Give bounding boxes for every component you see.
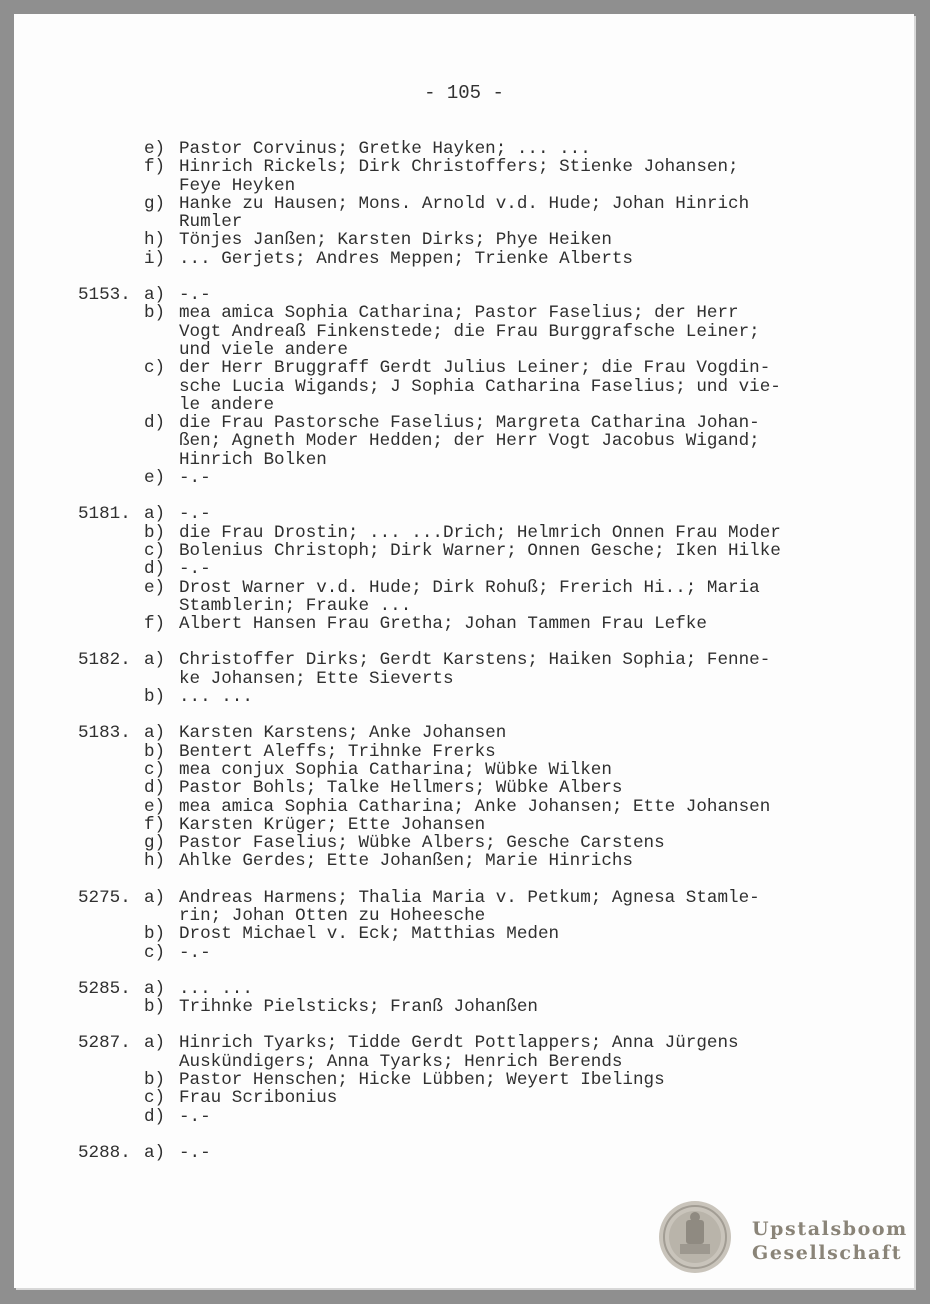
entry-letter: c): [144, 540, 166, 561]
entry-text: Karsten Karstens; Anke Johansen: [179, 723, 507, 744]
entry-text: die Frau Pastorsche Faselius; Margreta Catharina Johan-: [179, 413, 760, 434]
entry-line: [14, 944, 914, 962]
entry-line: [14, 1034, 914, 1052]
entry-text: ke Johansen; Ette Sieverts: [179, 668, 454, 689]
entry-line: [14, 761, 914, 779]
entry-number: 5287.: [78, 1033, 131, 1054]
entry-letter: d): [144, 1106, 166, 1127]
entry-text: Rumler: [179, 212, 243, 233]
entry-text: Karsten Krüger; Ette Johansen: [179, 814, 486, 835]
entry-block: [14, 505, 914, 633]
entry-line: [14, 834, 914, 852]
entry-block: [14, 140, 914, 268]
entry-text: Bentert Aleffs; Trihnke Frerks: [179, 741, 496, 762]
entry-text: Pastor Corvinus; Gretke Hayken; ... ...: [179, 139, 591, 159]
entry-text: -.-: [179, 942, 211, 963]
entry-number: 5153.: [78, 285, 131, 306]
entry-line: [14, 852, 914, 870]
entry-letter: b): [144, 997, 166, 1018]
entry-line: [14, 542, 914, 560]
entry-letter: d): [144, 413, 166, 434]
entry-block: [14, 724, 914, 870]
entry-letter: b): [144, 924, 166, 945]
entry-letter: e): [144, 796, 166, 817]
entry-line: [14, 396, 914, 414]
entry-letter: b): [144, 1070, 166, 1091]
entry-line: [14, 743, 914, 761]
entry-line: [14, 231, 914, 249]
entry-block: [14, 286, 914, 487]
entry-text: mea amica Sophia Catharina; Anke Johansen; Ette Johansen: [179, 796, 771, 817]
entry-letter: a): [144, 504, 166, 525]
publisher-logo: [658, 1200, 908, 1276]
entry-line: [14, 158, 914, 176]
entry-letter: a): [144, 285, 166, 306]
entry-text: die Frau Drostin; ... ...Drich; Helmrich Onnen Frau Moder: [179, 522, 781, 543]
entry-line: [14, 341, 914, 359]
entry-text: Ahlke Gerdes; Ette Johanßen; Marie Hinrichs: [179, 851, 633, 872]
entry-letter: f): [144, 157, 166, 178]
entry-text: Trihnke Pielsticks; Franß Johanßen: [179, 997, 538, 1018]
entry-letter: b): [144, 741, 166, 762]
entry-text: ... ...: [179, 687, 253, 708]
entry-text: Pastor Bohls; Talke Hellmers; Wübke Albers: [179, 778, 623, 799]
entry-letter: a): [144, 1033, 166, 1054]
entry-letter: e): [144, 139, 166, 159]
entry-line: [14, 579, 914, 597]
entry-number: 5183.: [78, 723, 131, 744]
entry-text: mea amica Sophia Catharina; Pastor Faselius; der Herr: [179, 303, 739, 324]
entry-letter: b): [144, 522, 166, 543]
entry-letter: g): [144, 833, 166, 854]
entry-text: Christoffer Dirks; Gerdt Karstens; Haiken Sophia; Fenne-: [179, 650, 771, 671]
entry-line: [14, 651, 914, 669]
entry-line: [14, 469, 914, 487]
entry-line: [14, 688, 914, 706]
document-page: [14, 14, 914, 1288]
entry-line: [14, 998, 914, 1016]
entry-text: Frau Scribonius: [179, 1088, 338, 1109]
entry-number: 5181.: [78, 504, 131, 525]
entry-text: Pastor Henschen; Hicke Lübben; Weyert Ibelings: [179, 1070, 665, 1091]
entry-text: Auskündigers; Anna Tyarks; Henrich Berends: [179, 1051, 623, 1072]
entry-text: Pastor Faselius; Wübke Albers; Gesche Carstens: [179, 833, 665, 854]
entry-text: Hinrich Tyarks; Tidde Gerdt Pottlappers; Anna Jürgens: [179, 1033, 739, 1054]
entry-line: [14, 359, 914, 377]
entry-letter: c): [144, 358, 166, 379]
entry-text: ... ...: [179, 978, 253, 999]
entry-line: [14, 798, 914, 816]
entry-line: [14, 724, 914, 742]
entry-text: ... Gerjets; Andres Meppen; Trienke Alberts: [179, 248, 633, 269]
entry-line: [14, 505, 914, 523]
entry-text: und viele andere: [179, 339, 348, 360]
entry-line: [14, 177, 914, 195]
entry-line: [14, 597, 914, 615]
entry-line: [14, 195, 914, 213]
entry-letter: i): [144, 248, 166, 269]
entry-text: Tönjes Janßen; Karsten Dirks; Phye Heiken: [179, 230, 612, 251]
entry-letter: c): [144, 1088, 166, 1109]
entry-letter: e): [144, 468, 166, 489]
entry-line: [14, 779, 914, 797]
entry-letter: h): [144, 851, 166, 872]
entry-text: Drost Michael v. Eck; Matthias Meden: [179, 924, 560, 945]
entry-number: 5285.: [78, 978, 131, 999]
entry-letter: b): [144, 303, 166, 324]
entry-text: -.-: [179, 285, 211, 306]
entry-line: [14, 213, 914, 231]
entry-line: [14, 925, 914, 943]
entry-text: -.-: [179, 468, 211, 489]
entry-line: [14, 615, 914, 633]
page-number: - 105 -: [424, 82, 504, 104]
entry-line: [14, 670, 914, 688]
entry-block: [14, 1034, 914, 1125]
entry-text: mea conjux Sophia Catharina; Wübke Wilken: [179, 759, 612, 780]
entry-text: -.-: [179, 1106, 211, 1127]
entry-line: [14, 524, 914, 542]
brand-name-line2: Gesellschaft: [752, 1242, 903, 1264]
entry-text: Vogt Andreaß Finkenstede; die Frau Burggrafsche Leiner;: [179, 321, 760, 342]
entry-block: [14, 651, 914, 706]
entry-line: [14, 889, 914, 907]
entry-number: 5182.: [78, 650, 131, 671]
entry-number: 5275.: [78, 887, 131, 908]
entry-text: ßen; Agneth Moder Hedden; der Herr Vogt Jacobus Wigand;: [179, 431, 760, 452]
entry-letter: e): [144, 577, 166, 598]
entries-list: [14, 122, 914, 1162]
seal-icon: [658, 1200, 732, 1274]
entry-text: Albert Hansen Frau Gretha; Johan Tammen Frau Lefke: [179, 614, 707, 635]
entry-letter: c): [144, 759, 166, 780]
entry-text: Feye Heyken: [179, 175, 296, 196]
entry-block: [14, 889, 914, 962]
entry-block: [14, 980, 914, 1017]
entry-letter: a): [144, 650, 166, 671]
entry-line: [14, 907, 914, 925]
entry-line: [14, 378, 914, 396]
entry-text: Bolenius Christoph; Dirk Warner; Onnen Gesche; Iken Hilke: [179, 540, 781, 561]
entry-letter: a): [144, 887, 166, 908]
entry-line: [14, 560, 914, 578]
entry-line: [14, 451, 914, 469]
entry-text: Hinrich Bolken: [179, 449, 327, 470]
entry-line: [14, 1071, 914, 1089]
entry-letter: f): [144, 814, 166, 835]
entry-line: [14, 304, 914, 322]
entry-line: [14, 1089, 914, 1107]
entry-letter: d): [144, 778, 166, 799]
entry-text: sche Lucia Wigands; J Sophia Catharina Faselius; und vie-: [179, 376, 781, 397]
entry-letter: a): [144, 1142, 166, 1163]
entry-line: [14, 1144, 914, 1162]
entry-block: [14, 1144, 914, 1162]
entry-letter: c): [144, 942, 166, 963]
entry-text: Hinrich Rickels; Dirk Christoffers; Stienke Johansen;: [179, 157, 739, 178]
entry-text: Hanke zu Hausen; Mons. Arnold v.d. Hude; Johan Hinrich: [179, 193, 750, 214]
entry-letter: a): [144, 978, 166, 999]
entry-text: Drost Warner v.d. Hude; Dirk Rohuß; Frerich Hi..; Maria: [179, 577, 760, 598]
entry-line: [14, 323, 914, 341]
entry-line: [14, 980, 914, 998]
entry-text: -.-: [179, 504, 211, 525]
entry-letter: d): [144, 559, 166, 580]
entry-line: [14, 432, 914, 450]
entry-text: -.-: [179, 1142, 211, 1163]
entry-line: [14, 816, 914, 834]
entry-line: [14, 250, 914, 268]
entry-letter: f): [144, 614, 166, 635]
entry-line: [14, 414, 914, 432]
entry-text: -.-: [179, 559, 211, 580]
entry-text: Stamblerin; Frauke ...: [179, 595, 412, 616]
brand-name-line1: Upstalsboom: [752, 1218, 908, 1240]
entry-number: 5288.: [78, 1142, 131, 1163]
entry-text: Andreas Harmens; Thalia Maria v. Petkum; Agnesa Stamle-: [179, 887, 760, 908]
entry-letter: b): [144, 687, 166, 708]
entry-text: rin; Johan Otten zu Hoheesche: [179, 905, 486, 926]
entry-line: [14, 286, 914, 304]
entry-letter: g): [144, 193, 166, 214]
entry-line: [14, 140, 914, 158]
entry-letter: h): [144, 230, 166, 251]
entry-text: le andere: [179, 394, 275, 415]
entry-text: der Herr Bruggraff Gerdt Julius Leiner; die Frau Vogdin-: [179, 358, 771, 379]
entry-line: [14, 1053, 914, 1071]
entry-line: [14, 1108, 914, 1126]
entry-letter: a): [144, 723, 166, 744]
